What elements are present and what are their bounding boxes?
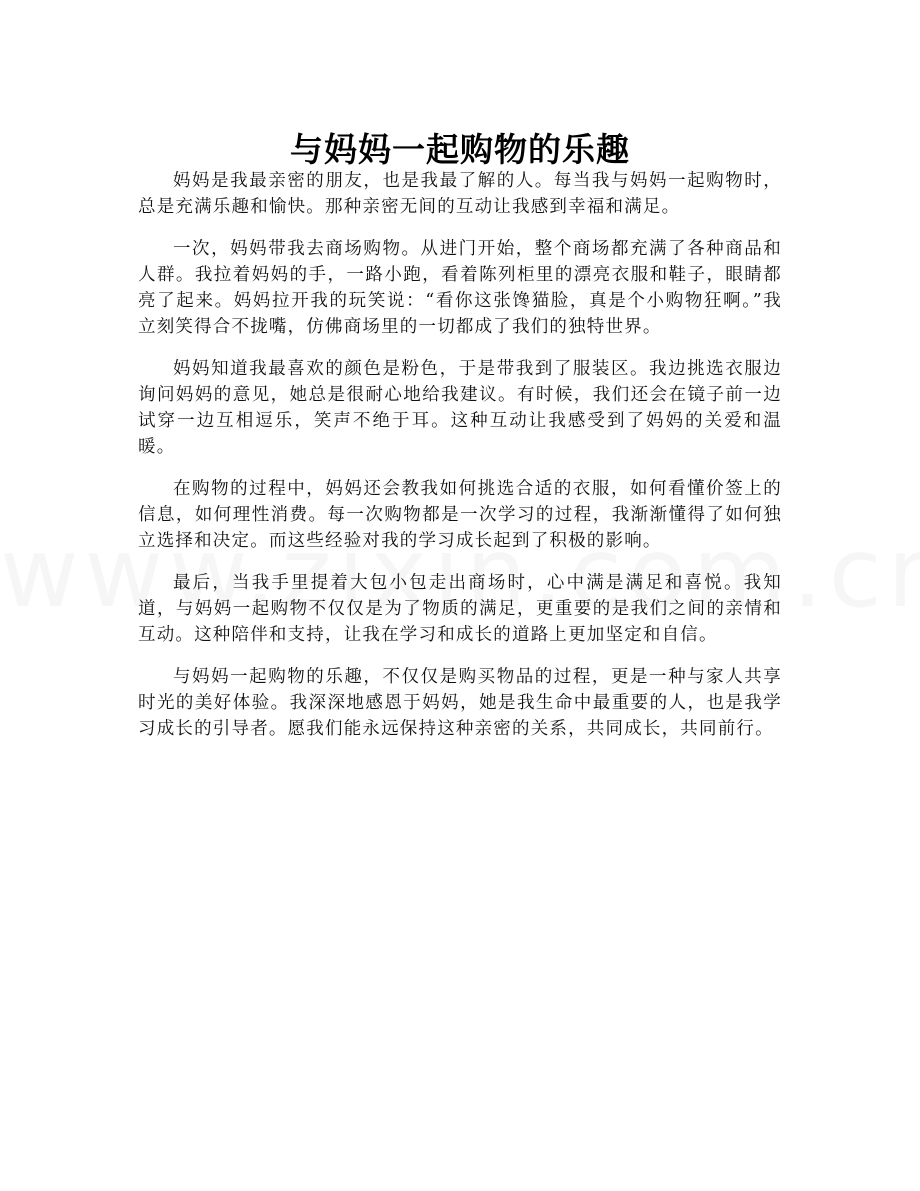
paragraph-5: 最后，当我手里提着大包小包走出商场时，心中满是满足和喜悦。我知道，与妈妈一起购物不仅仅是为了物质的满足，更重要的是我们之间的亲情和互动。这种陪伴和支持，让我在学习和成长的道路上更加坚定和自信。 xyxy=(138,573,782,645)
document-body xyxy=(138,168,782,758)
paragraph-4: 在购物的过程中，妈妈还会教我如何挑选合适的衣服，如何看懂价签上的信息，如何理性消费。每一次购物都是一次学习的过程，我渐渐懂得了如何独立选择和决定。而这些经验对我的学习成长起到了积极的影响。 xyxy=(138,479,782,551)
paragraph-6: 与妈妈一起购物的乐趣，不仅仅是购买物品的过程，更是一种与家人共享时光的美好体验。我深深地感恩于妈妈，她是我生命中最重要的人，也是我学习成长的引导者。愿我们能永远保持这种亲密的关系，共同成长，共同前行。 xyxy=(138,667,782,739)
paragraph-2: 一次，妈妈带我去商场购物。从进门开始，整个商场都充满了各种商品和人群。我拉着妈妈的手，一路小跑，看着陈列柜里的漂亮衣服和鞋子，眼睛都亮了起来。妈妈拉开我的玩笑说：“看你这张馋猫脸，真是个小购物狂啊。”我立刻笑得合不拢嘴，仿佛商场里的一切都成了我们的独特世界。 xyxy=(138,239,782,337)
document-title: 与妈妈一起购物的乐趣 xyxy=(290,130,630,170)
paragraph-1: 妈妈是我最亲密的朋友，也是我最了解的人。每当我与妈妈一起购物时，总是充满乐趣和愉快。那种亲密无间的互动让我感到幸福和满足。 xyxy=(138,171,782,217)
paragraph-3: 妈妈知道我最喜欢的颜色是粉色，于是带我到了服装区。我边挑选衣服边询问妈妈的意见，她总是很耐心地给我建议。有时候，我们还会在镜子前一边试穿一边互相逗乐，笑声不绝于耳。这种互动让我感受到了妈妈的关爱和温暖。 xyxy=(138,359,782,457)
